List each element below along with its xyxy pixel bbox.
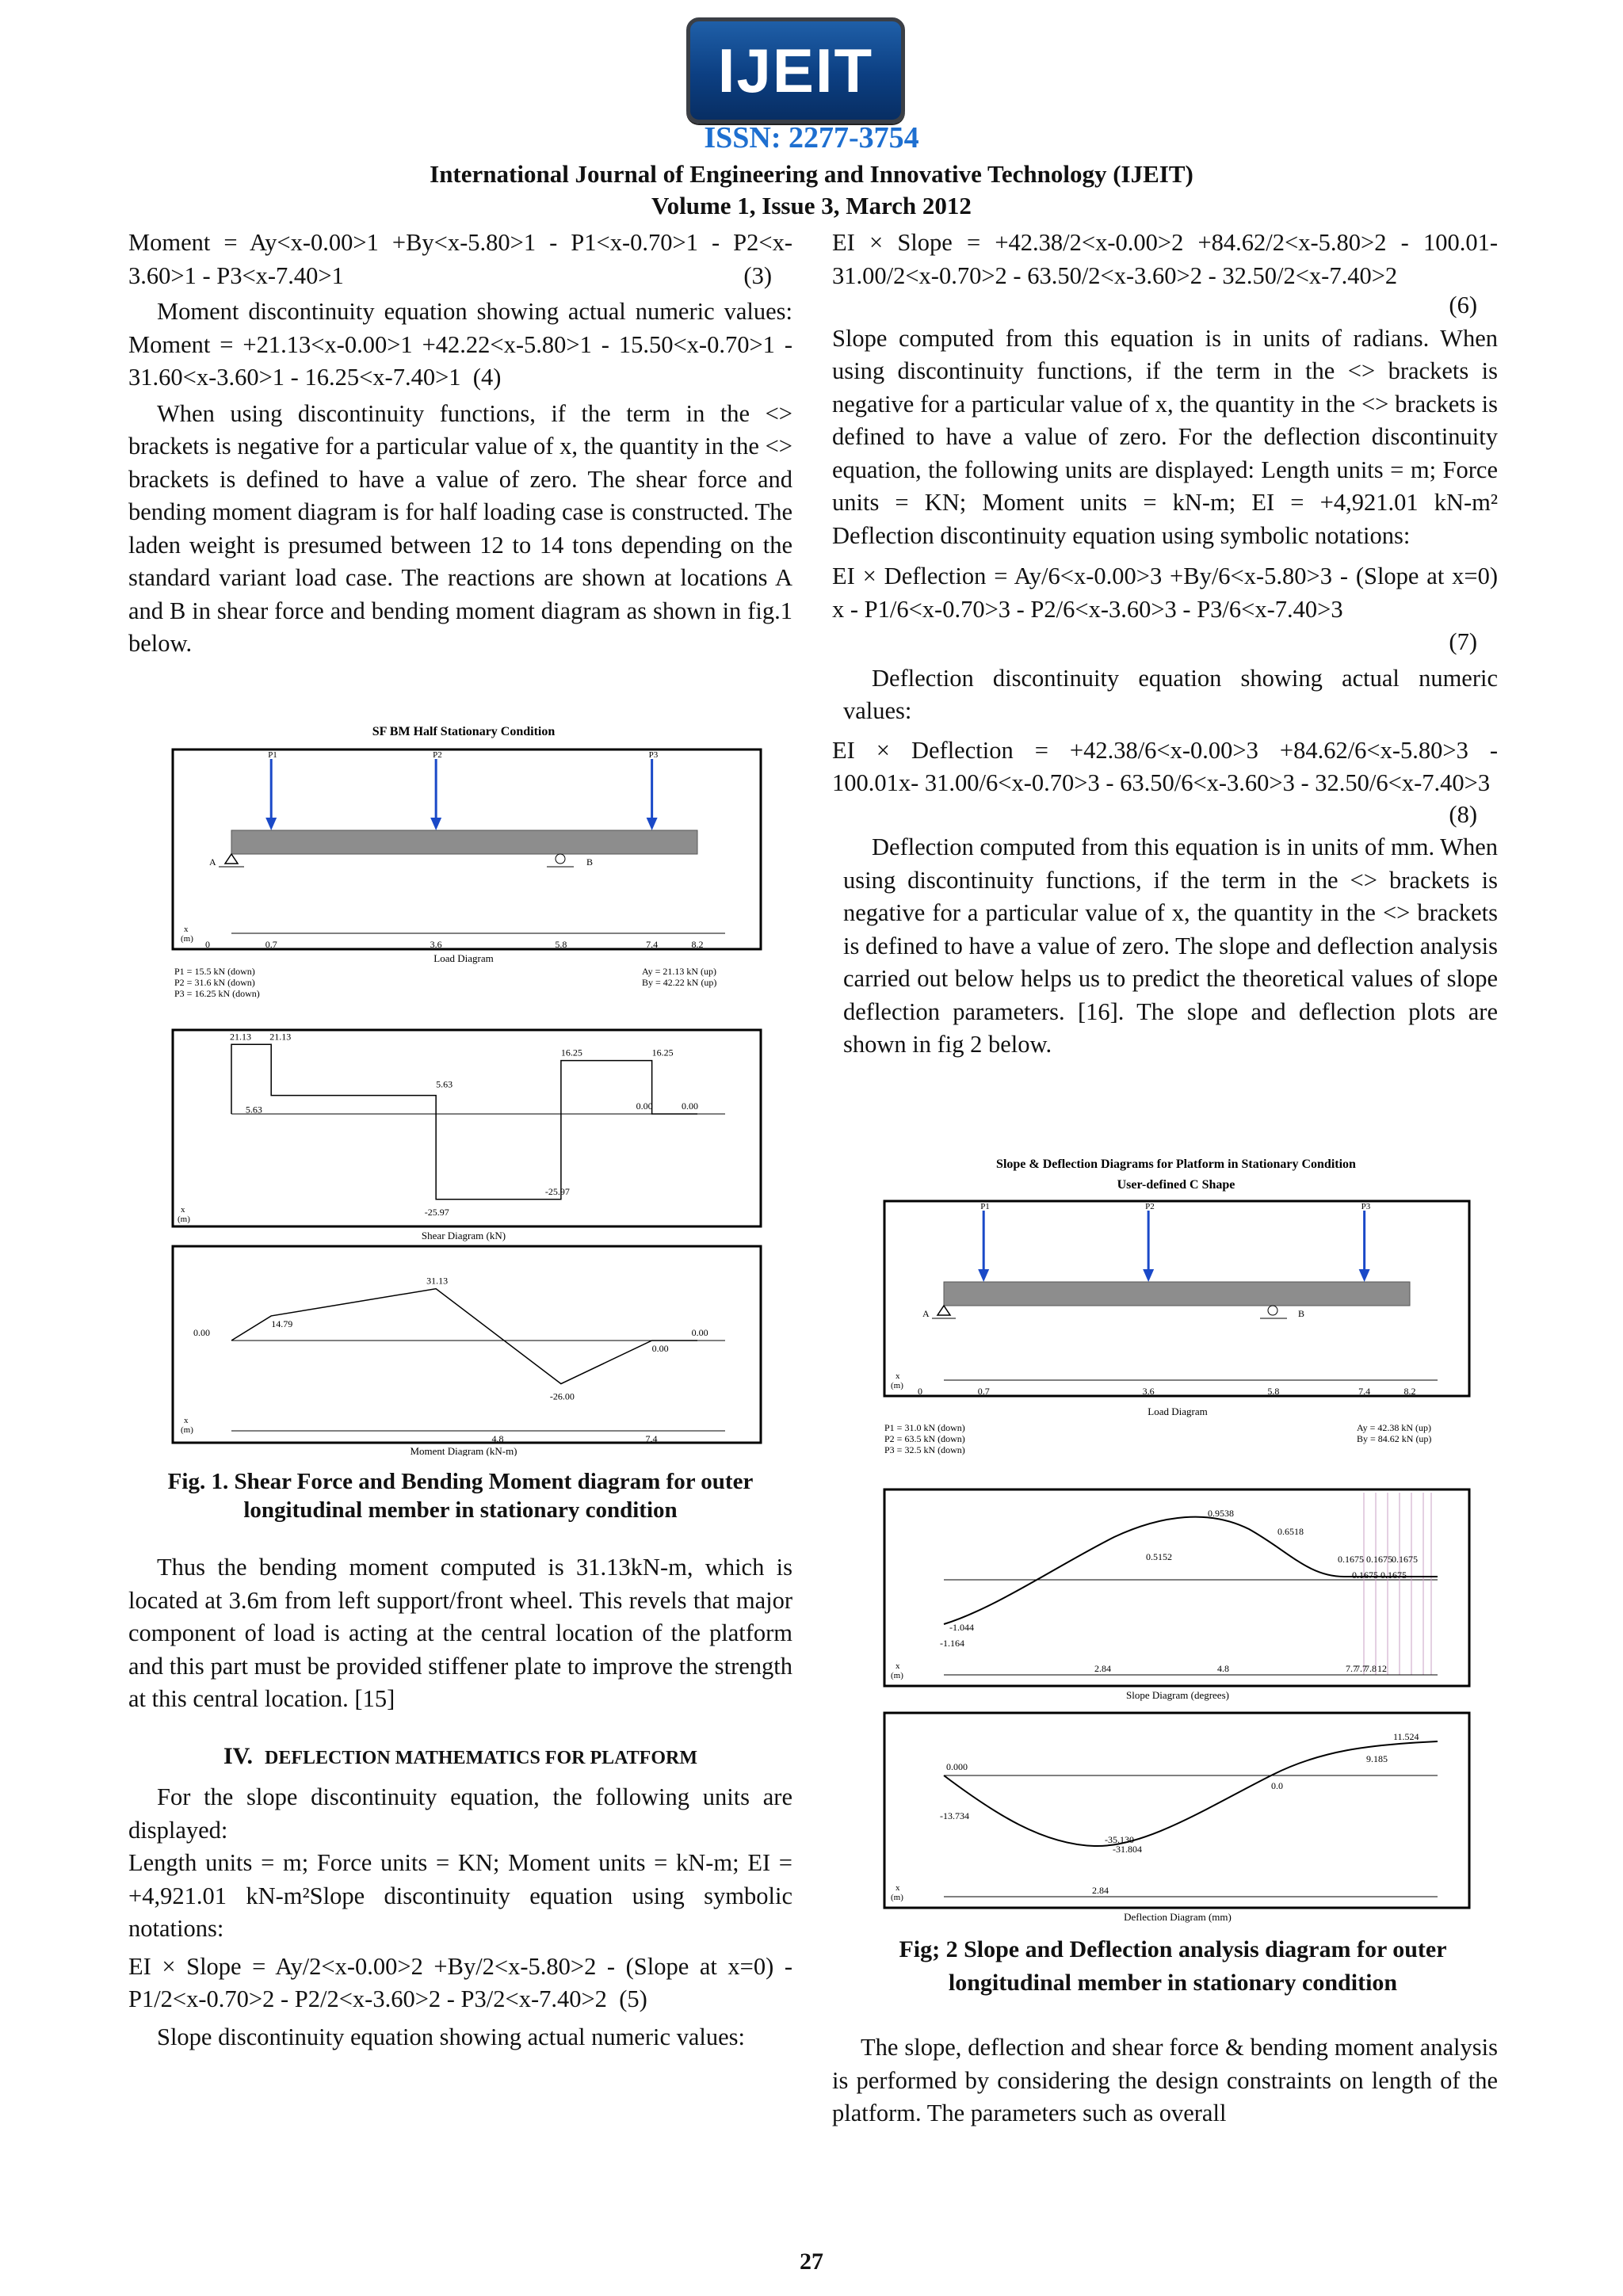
- svg-text:(m): (m): [891, 1671, 903, 1680]
- equation-6: EI × Slope = +42.38/2<x-0.00>2 +84.62/2<x-5.80>2 - 100.01- 31.00/2<x-0.70>2 - 63.50/2<x-3.60>2 - 32.50/2<x-7.40>2: [832, 229, 1498, 289]
- equation-4: Moment discontinuity equation showing actual numeric values: Moment = +21.13<x-0.00>1 +42.22<x-5.80>1 - 15.50<x-0.70>1 - 31.60<x-3.60>1 - 16.25<x-7.40>1 (4): [128, 298, 792, 391]
- slope-value-label: -1.044: [949, 1622, 974, 1633]
- slope-x-tick: 12: [1377, 1663, 1387, 1674]
- paragraph: Deflection computed from this equation is in units of mm. When using discontinuity functions, if the term in the <> brackets is negative for a particular value of x, the quantity in the <> brackets is defined to have a value of zero. The slope and deflection analysis carried out below helps us to predict the theoretical values of slope deflection parameters. [16]. The slope and deflection plots are shown in fig 2 below.: [843, 833, 1498, 1058]
- label-a-2: A: [922, 1308, 930, 1319]
- legend2-p3: P3 = 32.5 kN (down): [884, 1444, 965, 1455]
- deflection-value-label: 9.185: [1366, 1753, 1388, 1764]
- moment-tick-4.8: 4.8: [491, 1433, 504, 1444]
- slope-x-tick: 7.7: [1346, 1663, 1358, 1674]
- svg-text:x: x: [181, 1205, 185, 1215]
- shear-value-label: 21.13: [230, 1031, 251, 1043]
- svg-text:(m): (m): [178, 1215, 190, 1224]
- shear-value-label: -25.97: [424, 1206, 449, 1218]
- load-arrowhead: [265, 818, 277, 830]
- slope-value-label: 0.1675: [1392, 1554, 1418, 1565]
- left-column-lower: [128, 1551, 792, 2054]
- eq-num-8: (8): [1449, 800, 1477, 828]
- load-arrowhead: [430, 818, 441, 830]
- shear-value-label: 21.13: [269, 1031, 292, 1043]
- equation-8: EI × Deflection = +42.38/6<x-0.00>3 +84.62/6<x-5.80>3 - 100.01x- 31.00/6<x-0.70>3 - 63.50/6<x-3.60>3 - 32.50/6<x-7.40>3: [832, 736, 1498, 796]
- load-label: P3: [648, 750, 659, 760]
- shear-value-label: 5.63: [436, 1078, 453, 1090]
- x-tick: 0.7: [977, 1386, 990, 1397]
- shear-line: [231, 1044, 697, 1199]
- shear-value-label: 0.00: [636, 1100, 653, 1112]
- load-label: P2: [1145, 1202, 1155, 1211]
- load-arrowhead: [647, 818, 658, 830]
- label-a: A: [209, 856, 216, 868]
- journal-logo: IJEIT: [686, 17, 905, 124]
- equation-7: EI × Deflection = Ay/6<x-0.00>3 +By/6<x-5.80>3 - (Slope at x=0) x - P1/6<x-0.70>3 - P2/6<x-3.60>3 - P3/6<x-7.40>3: [832, 563, 1498, 623]
- slope-value-label: 0.1675: [1366, 1554, 1392, 1565]
- legend-ay: Ay = 21.13 kN (up): [642, 966, 716, 977]
- slope-value-label: 0.1675: [1352, 1569, 1378, 1581]
- x-tick: 3.6: [430, 939, 442, 950]
- paragraph: When using discontinuity functions, if the term in the <> brackets is negative for a particular value of x, the quantity in the <> brackets is defined to have a value of zero. The shear force and bending moment diagram is for half loading case is constructed. The laden weight is presumed between 12 to 14 tons depending on the standard variant load case. The reactions are shown at locations A and B in shear force and bending moment diagram as shown in fig.1 below.: [128, 399, 792, 657]
- section-heading: IV. DEFLECTION MATHEMATICS FOR PLATFORM: [223, 1742, 697, 1769]
- label-b: B: [586, 856, 594, 868]
- load-diagram-label-2: Load Diagram: [1148, 1405, 1208, 1417]
- x-tick: 8.2: [1403, 1386, 1416, 1397]
- support-a: [225, 854, 238, 864]
- slope-x-tick: 7.7: [1355, 1663, 1367, 1674]
- moment-line: [231, 1289, 697, 1384]
- legend2-p1: P1 = 31.0 kN (down): [884, 1422, 965, 1433]
- right-column-lower: [832, 2031, 1498, 2130]
- legend2-p2: P2 = 63.5 kN (down): [884, 1433, 965, 1444]
- deflection-value-label: -35.130: [1105, 1834, 1134, 1845]
- moment-value-label: 0.00: [193, 1327, 210, 1338]
- slope-value-label: 0.5152: [1146, 1551, 1172, 1562]
- x-tick: 0: [918, 1386, 922, 1397]
- svg-text:x: x: [896, 1371, 900, 1381]
- deflection-diagram-label: Deflection Diagram (mm): [1124, 1911, 1232, 1923]
- moment-value-label: 0.00: [691, 1327, 708, 1338]
- paragraph: Slope computed from this equation is in units of radians. When using discontinuity functions, if the term in the <> brackets is negative for a particular value of x, the quantity in the <> brackets is defined to have a value of zero. For the deflection discontinuity equation, the following units are displayed: Length units = m; Force units = KN; Moment units = kN-m; EI = +4,921.01 kN-m² Deflection discontinuity equation using symbolic notations:: [832, 324, 1498, 549]
- x-tick: 0.7: [265, 939, 277, 950]
- figure-1-caption: Fig. 1. Shear Force and Bending Moment diagram for outer longitudinal member in stationary condition: [167, 1469, 754, 1523]
- legend-p2: P2 = 31.6 kN (down): [174, 977, 255, 988]
- slope-x-tick: 7.8: [1365, 1663, 1377, 1674]
- shear-value-label: 16.25: [560, 1047, 582, 1058]
- issn: ISSN: 2277-3754: [704, 121, 919, 154]
- x-tick: 8.2: [691, 939, 704, 950]
- axis-x: x: [184, 925, 189, 934]
- figure-2-caption: Fig; 2 Slope and Deflection analysis diagram for outer longitudinal member in stationary condition: [899, 1936, 1447, 1996]
- figure-1: [166, 719, 769, 1456]
- legend2-ay: Ay = 42.38 kN (up): [1357, 1422, 1431, 1433]
- load-diagram-label: Load Diagram: [433, 952, 494, 964]
- shear-panel: [173, 1030, 761, 1226]
- paragraph: For the slope discontinuity equation, the following units are displayed:: [128, 1783, 792, 1844]
- moment-diagram-label: Moment Diagram (kN-m): [410, 1445, 517, 1456]
- paragraph: Slope discontinuity equation showing actual numeric values:: [157, 2023, 746, 2050]
- x-tick: 7.4: [646, 939, 659, 950]
- load-arrowhead: [1143, 1269, 1154, 1282]
- paragraph: The slope, deflection and shear force & bending moment analysis is performed by considering the design constraints on length of the platform. The parameters such as overall: [832, 2034, 1498, 2126]
- label-b-2: B: [1298, 1308, 1305, 1319]
- x-tick: 3.6: [1142, 1386, 1155, 1397]
- slope-value-label: -1.164: [940, 1638, 964, 1649]
- beam: [231, 830, 697, 854]
- deflection-curve: [944, 1741, 1438, 1846]
- paragraph: Thus the bending moment computed is 31.13kN-m, which is located at 3.6m from left support/front wheel. This revels that major component of load is acting at the central location of the platform and this part must be provided stiffener plate to improve the strength at this central location. [15]: [128, 1554, 792, 1712]
- load-label: P3: [1361, 1202, 1371, 1211]
- support-b: [556, 854, 565, 864]
- deflection-value-label: -13.734: [940, 1810, 969, 1821]
- paragraph: Deflection discontinuity equation showing actual numeric values:: [843, 664, 1498, 724]
- beam-2: [944, 1282, 1410, 1306]
- legend-p3: P3 = 16.25 kN (down): [174, 988, 260, 999]
- load-label: P1: [268, 750, 277, 760]
- axis-unit: (m): [181, 934, 193, 944]
- equation-3: Moment = Ay<x-0.00>1 +By<x-5.80>1 - P1<x-0.70>1 - P2<x-3.60>1 - P3<x-7.40>1 (3): [128, 229, 792, 289]
- slope-x-tick: 4.8: [1217, 1663, 1229, 1674]
- moment-tick-7.4: 7.4: [645, 1433, 658, 1444]
- eq-num-6: (6): [1449, 292, 1477, 318]
- x-tick: 0: [205, 939, 210, 950]
- x-tick: 5.8: [555, 939, 567, 950]
- right-column: [832, 227, 1498, 1062]
- svg-text:(m): (m): [891, 1381, 903, 1390]
- load-label: P1: [980, 1202, 990, 1211]
- shear-value-label: 16.25: [651, 1047, 674, 1058]
- legend-p1: P1 = 15.5 kN (down): [174, 966, 255, 977]
- slope-value-label: 0.9538: [1208, 1508, 1234, 1519]
- journal-title: International Journal of Engineering and Innovative Technology (IJEIT) Volume 1, Issue 3, March 2012: [430, 160, 1193, 219]
- deflection-panel: [884, 1713, 1469, 1908]
- eq-num-7: (7): [1449, 628, 1477, 655]
- page-number: 27: [800, 2248, 823, 2275]
- deflection-value-label: 0.000: [946, 1761, 968, 1772]
- fig2-subtitle: User-defined C Shape: [1117, 1178, 1235, 1192]
- x-tick: 5.8: [1267, 1386, 1280, 1397]
- svg-text:x: x: [896, 1883, 900, 1893]
- load-arrowhead: [1359, 1269, 1370, 1282]
- moment-value-label: 31.13: [426, 1275, 449, 1287]
- legend2-by: By = 84.62 kN (up): [1357, 1433, 1432, 1444]
- deflection-value-label: 0.0: [1271, 1780, 1283, 1791]
- moment-value-label: 0.00: [651, 1343, 669, 1354]
- svg-text:x: x: [896, 1661, 900, 1671]
- equation-5: EI × Slope = Ay/2<x-0.00>2 +By/2<x-5.80>2 - (Slope at x=0) - P1/2<x-0.70>2 - P2/2<x-3.60>2 - P3/2<x-7.40>2 (5): [128, 1952, 792, 2012]
- slope-diagram-label: Slope Diagram (degrees): [1126, 1689, 1229, 1701]
- fig1-title: SF BM Half Stationary Condition: [372, 725, 556, 738]
- slope-value-label: 0.1675: [1338, 1554, 1364, 1565]
- shear-value-label: 5.63: [245, 1104, 262, 1116]
- shear-value-label: 0.00: [682, 1100, 698, 1112]
- svg-text:(m): (m): [181, 1425, 193, 1435]
- slope-value-label: 0.6518: [1277, 1526, 1304, 1537]
- support-a-2: [938, 1306, 950, 1315]
- deflection-value-label: 11.524: [1393, 1731, 1419, 1742]
- fig2-title: Slope & Deflection Diagrams for Platform in Stationary Condition: [996, 1158, 1356, 1171]
- slope-panel: [884, 1489, 1469, 1686]
- moment-panel: [173, 1246, 761, 1443]
- shear-value-label: -25.97: [544, 1185, 570, 1197]
- support-b-2: [1268, 1306, 1277, 1315]
- svg-text:x: x: [184, 1416, 189, 1425]
- paragraph: Length units = m; Force units = KN; Moment units = kN-m; EI = +4,921.01 kN-m²Slope discontinuity equation using symbolic notations:: [128, 1849, 792, 1942]
- svg-text:(m): (m): [891, 1893, 903, 1902]
- load-arrowhead: [978, 1269, 989, 1282]
- legend-by: By = 42.22 kN (up): [642, 977, 717, 988]
- deflection-value-label: -31.804: [1113, 1844, 1142, 1855]
- x-tick: 7.4: [1358, 1386, 1371, 1397]
- left-column: [128, 227, 792, 661]
- shear-diagram-label: Shear Diagram (kN): [421, 1230, 506, 1241]
- slope-x-tick: 2.84: [1094, 1663, 1111, 1674]
- deflection-x-tick: 2.84: [1092, 1885, 1109, 1896]
- moment-value-label: 14.79: [271, 1318, 293, 1329]
- figure-2: [876, 1149, 1479, 1925]
- load-label: P2: [433, 750, 442, 760]
- slope-value-label: 0.1675: [1381, 1569, 1407, 1581]
- moment-value-label: -26.00: [549, 1390, 575, 1402]
